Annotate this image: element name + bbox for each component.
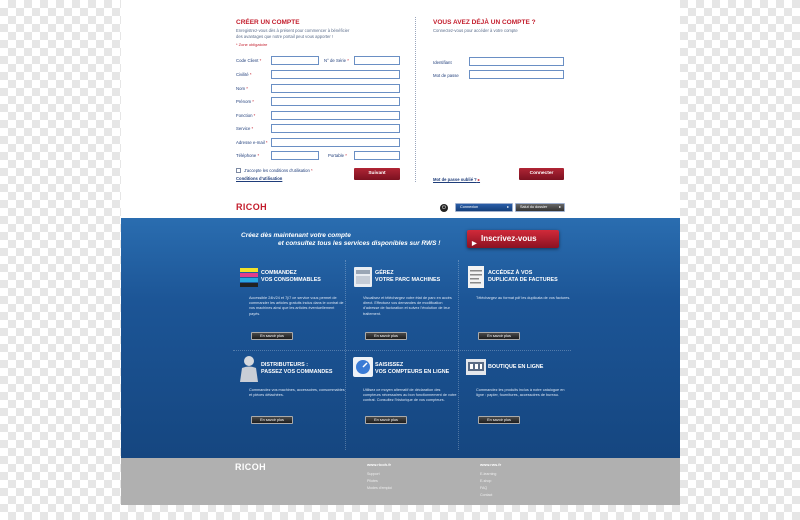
en-savoir-plus-button[interactable]: En savoir plus <box>365 332 407 340</box>
card-description: Téléchargez au format pdf les duplicata de vos factures. <box>476 296 571 300</box>
service-card-factures <box>460 264 572 360</box>
email-label: Adresse e-mail * <box>236 140 268 145</box>
card-description: Visualisez et téléchargez votre état de parc en accès direct. Effectuez vos demandes de modification d'adresse de facturation et suivez l'évolution de leur traitement. <box>363 296 452 316</box>
card-title: COMMANDEZ <box>261 270 297 276</box>
footer <box>121 458 680 505</box>
email-input[interactable] <box>271 138 400 147</box>
prenom-label: Prénom * <box>236 99 254 104</box>
card-description: Commandez les produits inclus à notre catalogue en ligne : papier, fournitures, accessoires de bureau. <box>476 388 565 398</box>
portable-label: Portable * <box>328 153 347 158</box>
card-title: DISTRIBUTEURS : <box>261 362 309 368</box>
service-input[interactable] <box>271 124 400 133</box>
service-card-parc-machines <box>347 264 459 360</box>
column-divider <box>415 17 416 182</box>
card-subtitle: VOTRE PARC MACHINES <box>375 277 441 283</box>
card-description: Accessible 24h/24 et 7j/7 ce service vous permet de commander les articles gratuits inclus dans le contrat de vos machines ainsi que les articles éventuellement payés. <box>249 296 344 316</box>
en-savoir-plus-button[interactable]: En savoir plus <box>478 416 520 424</box>
code-client-input[interactable] <box>271 56 319 65</box>
service-card-distributeurs <box>233 354 345 450</box>
footer-link[interactable]: Pilotes <box>367 479 378 483</box>
footer-link[interactable]: FAQ <box>480 486 488 490</box>
forgot-password-link[interactable]: Mot de passe oublié ? ▸ <box>433 177 481 182</box>
card-title: ACCÉDEZ À VOS <box>488 270 533 276</box>
shop-icon <box>464 354 488 380</box>
toner-cartridges-icon <box>237 264 261 290</box>
en-savoir-plus-button[interactable]: En savoir plus <box>251 416 293 424</box>
person-icon <box>237 354 261 380</box>
required-note: * Zone obligatoire <box>236 42 268 47</box>
card-title: BOUTIQUE EN LIGNE <box>488 364 544 370</box>
service-label: Service * <box>236 126 254 131</box>
code-client-label: Code Client * <box>236 58 262 63</box>
ricoh-logo: RICOH <box>236 202 267 212</box>
inscrivez-vous-button[interactable]: ▶ Inscrivez-vous <box>467 230 559 248</box>
service-card-consommables <box>233 264 345 360</box>
footer-link[interactable]: Contact <box>480 493 493 497</box>
portable-input[interactable] <box>354 151 400 160</box>
civilite-input[interactable] <box>271 70 400 79</box>
footer-link[interactable]: E-shop <box>480 479 492 483</box>
meter-icon <box>351 354 375 380</box>
telephone-input[interactable] <box>271 151 319 160</box>
prenom-input[interactable] <box>271 97 400 106</box>
identifiant-label: Identifiant <box>433 60 452 65</box>
footer-ricoh-logo: RICOH <box>235 462 266 472</box>
connexion-button[interactable]: Connexion ▸ <box>455 203 513 212</box>
en-savoir-plus-button[interactable]: En savoir plus <box>365 416 407 424</box>
fonction-label: Fonction * <box>236 113 256 118</box>
connecter-button[interactable]: Connecter <box>519 168 564 180</box>
civilite-label: Civilité * <box>236 72 252 77</box>
footer-link[interactable]: Support <box>367 472 380 476</box>
conditions-link[interactable]: Conditions d'utilisation <box>236 176 283 181</box>
col-divider-1 <box>345 260 346 450</box>
nom-label: Nom * <box>236 86 248 91</box>
suivant-button[interactable]: Suivant <box>354 168 400 180</box>
accept-conditions-text: J'accepte les conditions d'utilisation * <box>244 168 313 173</box>
login-intro: Connectez-vous pour accéder à votre compte <box>433 28 518 33</box>
printer-icon <box>351 264 375 290</box>
telephone-label: Téléphone * <box>236 153 260 158</box>
card-subtitle: DUPLICATA DE FACTURES <box>488 277 558 283</box>
page-container <box>121 0 680 505</box>
invoice-icon <box>464 264 488 290</box>
footer-col1-title[interactable]: www.ricoh.fr <box>367 462 392 467</box>
password-input[interactable] <box>469 70 564 79</box>
footer-link[interactable]: E-learning <box>480 472 497 476</box>
numero-serie-label: N° de Série * <box>324 58 349 63</box>
service-card-boutique <box>460 354 572 450</box>
promo-line1: Créez dès maintenant votre compte <box>241 232 351 239</box>
power-icon[interactable]: ⏻ <box>440 204 448 212</box>
en-savoir-plus-button[interactable]: En savoir plus <box>251 332 293 340</box>
nom-input[interactable] <box>271 84 400 93</box>
back-button[interactable]: Salut du dossier ▸ <box>515 203 565 212</box>
card-title: SAISISSEZ <box>375 362 404 368</box>
card-description: Commandez vos machines, accessoires, consommables et pièces détachées. <box>249 388 345 398</box>
promo-line2: et consultez tous les services disponibles sur RWS ! <box>278 240 441 247</box>
identifiant-input[interactable] <box>469 57 564 66</box>
card-subtitle: VOS COMPTEURS EN LIGNE <box>375 369 450 375</box>
en-savoir-plus-button[interactable]: En savoir plus <box>478 332 520 340</box>
create-account-title: CRÉER UN COMPTE <box>236 19 300 26</box>
password-label: Mot de passe <box>433 73 459 78</box>
play-icon: ▶ <box>472 241 477 247</box>
footer-link[interactable]: Modes d'emploi <box>367 486 393 490</box>
card-description: Utilisez ce moyen alternatif de déclaration des compteurs nécessaires au bon fonctionnement de votre contrat. Consultez l'historique de vos compteurs. <box>363 388 457 403</box>
service-card-compteurs <box>347 354 459 450</box>
create-account-intro-line2: des avantages que notre portail peut vous apporter ! <box>236 34 334 39</box>
card-title: GÉREZ <box>375 270 394 276</box>
login-title: VOUS AVEZ DÉJÀ UN COMPTE ? <box>433 19 536 26</box>
card-subtitle: PASSEZ VOS COMMANDES <box>261 369 333 375</box>
fonction-input[interactable] <box>271 111 400 120</box>
card-subtitle: VOS CONSOMMABLES <box>261 277 321 283</box>
create-account-intro-line1: Enregistrez-vous dès à présent pour commencer à bénéficier <box>236 28 350 33</box>
footer-col2-title[interactable]: www.rws.fr <box>480 462 502 467</box>
numero-serie-input[interactable] <box>354 56 400 65</box>
services-section <box>121 218 680 458</box>
accept-conditions-checkbox[interactable] <box>236 168 241 173</box>
